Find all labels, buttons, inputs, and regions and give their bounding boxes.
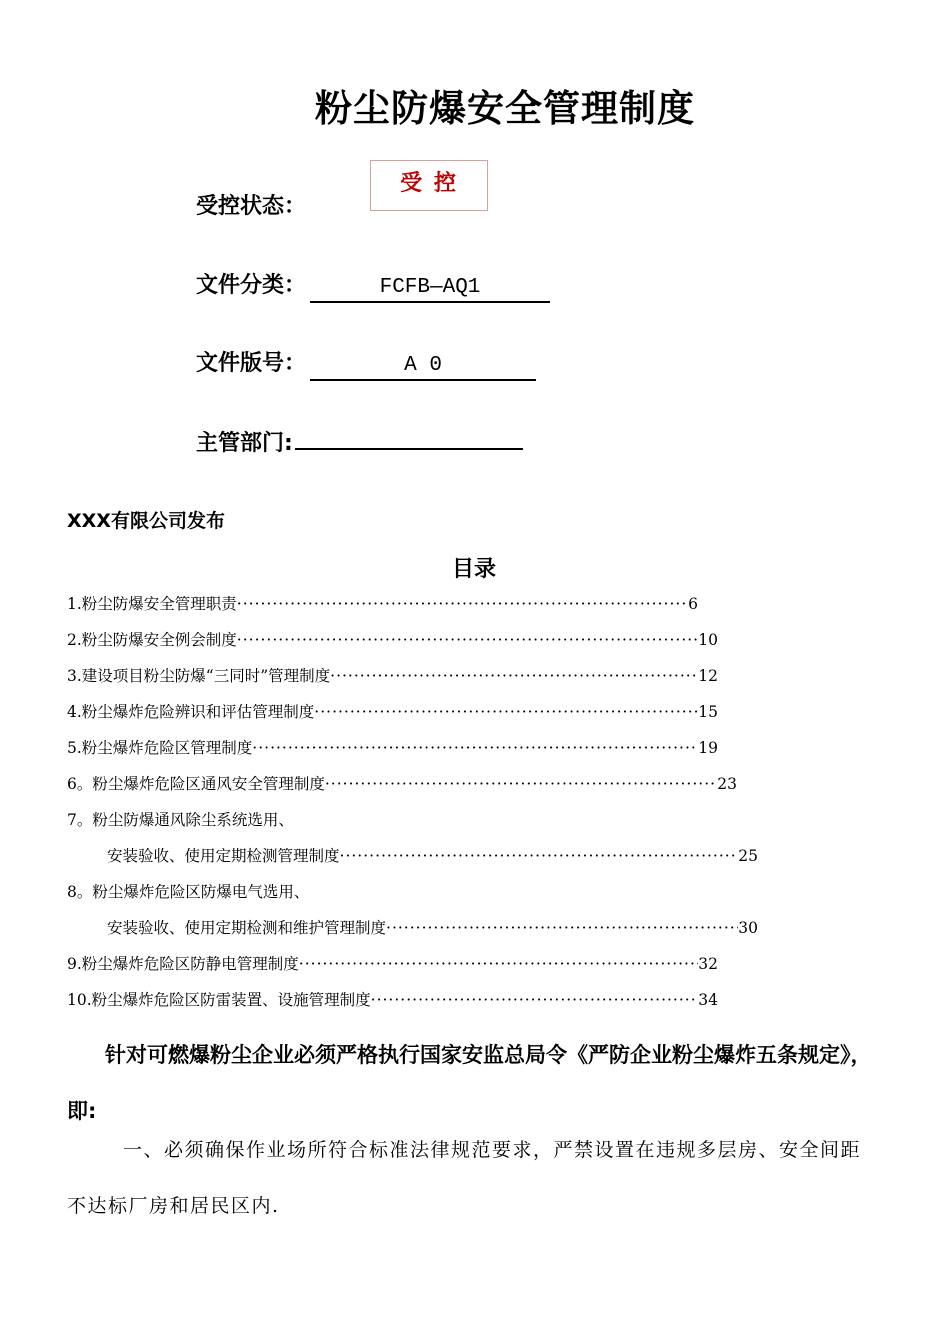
toc-item: [67, 842, 758, 878]
file-category-field: [196, 268, 550, 303]
toc-leader: [340, 842, 739, 878]
publisher-line: XXX有限公司发布: [67, 510, 225, 532]
toc-item-text: 4.粉尘爆炸危险辨识和评估管理制度: [67, 703, 315, 721]
toc-item-text: 安装验收、使用定期检测和维护管理制度: [107, 919, 387, 937]
toc-leader: [299, 950, 698, 986]
document-title: 粉尘防爆安全管理制度: [315, 87, 695, 130]
toc-item: [67, 878, 737, 914]
toc-item-text: 7。粉尘防爆通风除尘系统选用、: [67, 811, 294, 829]
toc-item: [67, 626, 718, 662]
toc-item-text: 2.粉尘防爆安全例会制度: [67, 631, 237, 649]
toc-item-page: 32: [698, 955, 718, 973]
toc-leader: [330, 662, 698, 698]
department-value: [295, 424, 523, 450]
control-status-label: 受控状态：: [196, 194, 307, 219]
file-category-label: 文件分类：: [196, 273, 307, 298]
toc-leader: [252, 734, 698, 770]
controlled-stamp: 受 控: [370, 160, 488, 211]
toc-leader: [237, 626, 698, 662]
toc-item-text: 9.粉尘爆炸危险区防静电管理制度: [67, 955, 299, 973]
toc-item-page: 30: [738, 919, 758, 937]
toc-item: [67, 950, 718, 986]
toc-leader: [314, 698, 698, 734]
toc-item-text: 3.建设项目粉尘防爆“三同时”管理制度: [67, 667, 331, 685]
toc-item-page: 6: [688, 595, 698, 613]
regulation-intro-paragraph: 针对可燃爆粉尘企业必须严格执行国家安监总局令《严防企业粉尘爆炸五条规定》，即:: [67, 1043, 872, 1123]
toc-item-page: 34: [698, 991, 718, 1009]
toc-item-text: 5.粉尘爆炸危险区管理制度: [67, 739, 253, 757]
toc-item-text: 1.粉尘防爆安全管理职责: [67, 595, 237, 613]
toc-item-page: 23: [717, 775, 737, 793]
toc-item-page: 25: [738, 847, 758, 865]
toc-item-text: 8。粉尘爆炸危险区防爆电气选用、: [67, 883, 310, 901]
toc-item-page: 15: [698, 703, 718, 721]
department-label: 主管部门:: [196, 431, 293, 456]
toc-item: [67, 986, 718, 1022]
toc-item: [67, 698, 718, 734]
toc-leader: [386, 914, 738, 950]
rule-one-paragraph: 一、必须确保作业场所符合标准法律规范要求，严禁设置在违规多层房、安全间距不达标厂房和居民区内.: [67, 1139, 862, 1217]
toc-item-page: 19: [698, 739, 718, 757]
toc-item-text: 6。粉尘爆炸危险区通风安全管理制度: [67, 775, 325, 793]
toc-item-page: 10: [698, 631, 718, 649]
toc-item-text: 安装验收、使用定期检测管理制度: [107, 847, 340, 865]
toc-leader: [325, 770, 717, 806]
control-status-field: [196, 189, 306, 220]
file-version-value: A 0: [310, 353, 536, 381]
file-version-label: 文件版号：: [196, 351, 307, 376]
toc-item-page: 12: [698, 667, 718, 685]
file-version-field: [196, 346, 536, 381]
table-of-contents: [67, 590, 758, 1022]
toc-leader: [237, 590, 688, 626]
toc-item: [67, 914, 758, 950]
toc-leader: [371, 986, 699, 1022]
toc-item: [67, 662, 718, 698]
toc-item: [67, 806, 737, 842]
toc-item: [67, 770, 737, 806]
toc-item: [67, 590, 698, 626]
toc-title: 目录: [452, 557, 497, 582]
toc-item-text: 10.粉尘爆炸危险区防雷装置、设施管理制度: [67, 991, 371, 1009]
file-category-value: FCFB—AQ1: [310, 275, 550, 303]
department-field: [196, 424, 523, 457]
toc-item: [67, 734, 718, 770]
